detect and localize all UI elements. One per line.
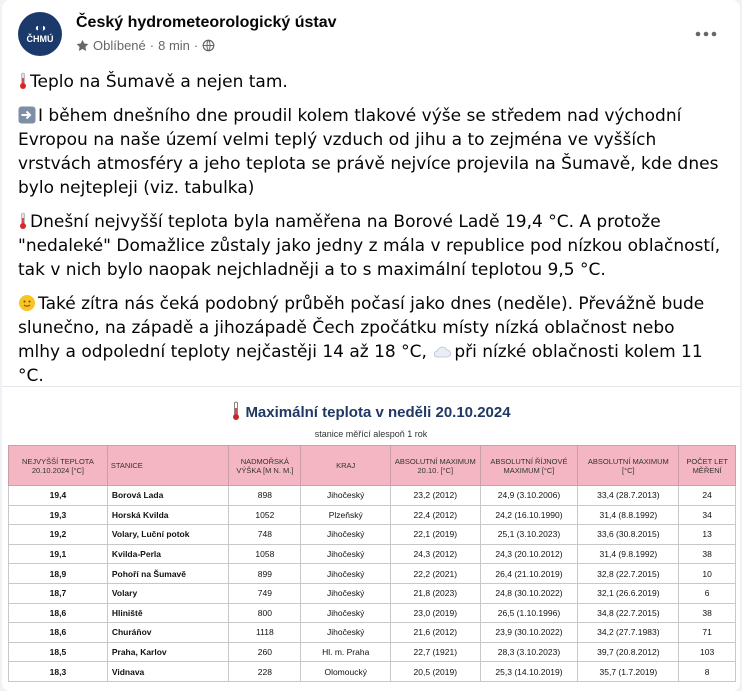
more-options-button[interactable]	[688, 16, 724, 52]
table-cell: 22,7 (1921)	[391, 642, 481, 662]
table-cell: Volary	[107, 583, 229, 603]
thermometer-icon	[231, 401, 241, 421]
table-cell: 749	[229, 583, 301, 603]
post-header	[18, 12, 724, 60]
table-row	[9, 623, 736, 643]
table-cell: 1118	[229, 623, 301, 643]
table-cell: 18,6	[9, 603, 108, 623]
table-cell: 28,3 (3.10.2023)	[480, 642, 578, 662]
paragraph-text: při nízké oblačnosti kolem 11 °C.	[18, 342, 703, 386]
table-cell: 24,8 (30.10.2022)	[480, 583, 578, 603]
table-cell: 26,4 (21.10.2019)	[480, 564, 578, 584]
table-title	[2, 401, 740, 421]
table-cell: 228	[229, 662, 301, 682]
table-cell: 23,9 (30.10.2022)	[480, 623, 578, 643]
table-cell: Hl. m. Praha	[301, 642, 391, 662]
paragraph	[18, 292, 722, 388]
paragraph	[18, 70, 722, 94]
table-cell: 38	[679, 544, 736, 564]
table-cell: Kvilda-Perla	[107, 544, 229, 564]
table-cell: 13	[679, 525, 736, 545]
globe-icon	[202, 39, 215, 52]
more-icon	[695, 31, 717, 37]
table-subtitle: stanice měřící alespoň 1 rok	[314, 429, 428, 439]
table-body	[9, 486, 736, 682]
table-cell: 24,3 (20.10.2012)	[480, 544, 578, 564]
table-cell: Plzeňský	[301, 505, 391, 525]
column-header: ABSOLUTNÍ MAXIMUM [°C]	[578, 446, 679, 486]
thermometer-icon	[18, 72, 28, 90]
table-cell: Jihočeský	[301, 583, 391, 603]
paragraph-text: Dnešní nejvyšší teplota byla naměřena na Borové Ladě 19,4 °C. A protože "nedaleké" Domažlice zůstaly jako jedny z mála v republice pod nízkou oblačností, tak v nich bylo naopak nejchladněji a to s maximální teplotou 9,5 °C.	[18, 212, 721, 280]
post-card	[2, 0, 740, 691]
table-row	[9, 544, 736, 564]
paragraph-text: I během dnešního dne proudil kolem tlakové výše se středem nad východní Evropou na naše území velmi teplý vzduch od jihu a to zejména ve vyšších vrstvách atmosféry a jeho teplota se právě nejvíce projevila na Šumavě, kde dnes bylo nejtepleji (viz. tabulka)	[18, 106, 719, 198]
timestamp[interactable]: 8 min	[158, 38, 190, 53]
table-cell: 26,5 (1.10.1996)	[480, 603, 578, 623]
table-cell: Olomoucký	[301, 662, 391, 682]
table-cell: Jihočeský	[301, 544, 391, 564]
post-meta	[76, 38, 215, 53]
table-row	[9, 564, 736, 584]
table-cell: 33,4 (28.7.2013)	[578, 486, 679, 506]
table-cell: Churáňov	[107, 623, 229, 643]
table-cell: 24,9 (3.10.2006)	[480, 486, 578, 506]
column-header: ABSOLUTNÍ ŘÍJNOVÉ MAXIMUM [°C]	[480, 446, 578, 486]
paragraph-text: Také zítra nás čeká podobný průběh počasí jako dnes (neděle). Převážně bude slunečno, na západě a jihozápadě Čech zpočátku místy nízká oblačnost nebo mlhy a odpolední teploty nejčastěji 14 až 18 °C,	[18, 294, 705, 362]
temperature-table	[8, 445, 736, 682]
table-cell: 18,5	[9, 642, 108, 662]
table-cell: Horská Kvilda	[107, 505, 229, 525]
table-cell: Jihočeský	[301, 486, 391, 506]
table-row	[9, 583, 736, 603]
star-icon	[76, 39, 89, 52]
table-cell: 24	[679, 486, 736, 506]
post-text	[18, 70, 722, 398]
table-cell: 19,3	[9, 505, 108, 525]
table-cell: 32,1 (26.6.2019)	[578, 583, 679, 603]
thermometer-icon	[18, 212, 28, 230]
table-cell: Jihočeský	[301, 525, 391, 545]
table-row	[9, 662, 736, 682]
table-cell: 23,2 (2012)	[391, 486, 481, 506]
table-cell: 898	[229, 486, 301, 506]
table-cell: 18,9	[9, 564, 108, 584]
table-cell: 1058	[229, 544, 301, 564]
table-cell: Hliniště	[107, 603, 229, 623]
table-cell: Pohoří na Šumavě	[107, 564, 229, 584]
table-row	[9, 603, 736, 623]
table-cell: 18,7	[9, 583, 108, 603]
table-cell: 18,6	[9, 623, 108, 643]
table-cell: 21,8 (2023)	[391, 583, 481, 603]
table-cell: 800	[229, 603, 301, 623]
table-cell: Borová Lada	[107, 486, 229, 506]
logo-mark-icon: ◐◑	[34, 23, 46, 34]
table-cell: 23,0 (2019)	[391, 603, 481, 623]
avatar-label: ČHMÚ	[26, 34, 54, 44]
separator-dot: ·	[149, 38, 155, 53]
table-cell: Jihočeský	[301, 603, 391, 623]
table-cell: 25,3 (14.10.2019)	[480, 662, 578, 682]
column-header: NEJVYŠŠÍ TEPLOTA 20.10.2024 [°C]	[9, 446, 108, 486]
table-cell: 34,2 (27.7.1983)	[578, 623, 679, 643]
table-cell: 899	[229, 564, 301, 584]
paragraph	[18, 210, 722, 282]
table-cell: Praha, Karlov	[107, 642, 229, 662]
table-cell: 22,2 (2021)	[391, 564, 481, 584]
paragraph-text: Teplo na Šumavě a nejen tam.	[30, 72, 288, 92]
table-cell: 260	[229, 642, 301, 662]
table-cell: 38	[679, 603, 736, 623]
table-cell: 10	[679, 564, 736, 584]
table-cell: 31,4 (8.8.1992)	[578, 505, 679, 525]
avatar[interactable]	[18, 12, 62, 56]
paragraph	[18, 104, 722, 200]
table-title-text: Maximální teplota v neděli 20.10.2024	[245, 404, 511, 421]
table-cell: 19,1	[9, 544, 108, 564]
column-header: POČET LET MĚŘENÍ	[679, 446, 736, 486]
table-cell: Vidnava	[107, 662, 229, 682]
table-row	[9, 486, 736, 506]
table-cell: 21,6 (2012)	[391, 623, 481, 643]
arrow-right-icon	[18, 106, 36, 124]
column-header: NADMOŘSKÁ VÝŠKA [M N. M.]	[229, 446, 301, 486]
table-cell: 22,1 (2019)	[391, 525, 481, 545]
table-cell: 34	[679, 505, 736, 525]
table-row	[9, 525, 736, 545]
table-cell: 19,4	[9, 486, 108, 506]
table-cell: 71	[679, 623, 736, 643]
table-cell: 34,8 (22.7.2015)	[578, 603, 679, 623]
table-cell: 33,6 (30.8.2015)	[578, 525, 679, 545]
table-cell: Jihočeský	[301, 564, 391, 584]
table-cell: 24,2 (16.10.1990)	[480, 505, 578, 525]
table-cell: Volary, Luční potok	[107, 525, 229, 545]
table-cell: 39,7 (20.8.2012)	[578, 642, 679, 662]
page-name-link[interactable]: Český hydrometeorologický ústav	[76, 14, 337, 31]
table-cell: 18,3	[9, 662, 108, 682]
column-header: KRAJ	[301, 446, 391, 486]
table-cell: 19,2	[9, 525, 108, 545]
table-cell: 6	[679, 583, 736, 603]
table-cell: 31,4 (9.8.1992)	[578, 544, 679, 564]
table-cell: 35,7 (1.7.2019)	[578, 662, 679, 682]
cloud-icon	[432, 344, 452, 360]
table-cell: 103	[679, 642, 736, 662]
post-image[interactable]	[2, 386, 740, 691]
table-cell: 20,5 (2019)	[391, 662, 481, 682]
table-cell: 8	[679, 662, 736, 682]
table-cell: Jihočeský	[301, 623, 391, 643]
table-cell: 22,4 (2012)	[391, 505, 481, 525]
separator-dot: ·	[193, 38, 199, 53]
table-cell: 25,1 (3.10.2023)	[480, 525, 578, 545]
table-cell: 24,3 (2012)	[391, 544, 481, 564]
table-header-row	[9, 446, 736, 486]
table-row	[9, 505, 736, 525]
sun-icon	[18, 294, 36, 312]
table-cell: 748	[229, 525, 301, 545]
table-cell: 32,8 (22.7.2015)	[578, 564, 679, 584]
column-header: STANICE	[107, 446, 229, 486]
column-header: ABSOLUTNÍ MAXIMUM 20.10. [°C]	[391, 446, 481, 486]
audience-label[interactable]: Oblíbené	[93, 38, 146, 53]
table-row	[9, 642, 736, 662]
table-cell: 1052	[229, 505, 301, 525]
